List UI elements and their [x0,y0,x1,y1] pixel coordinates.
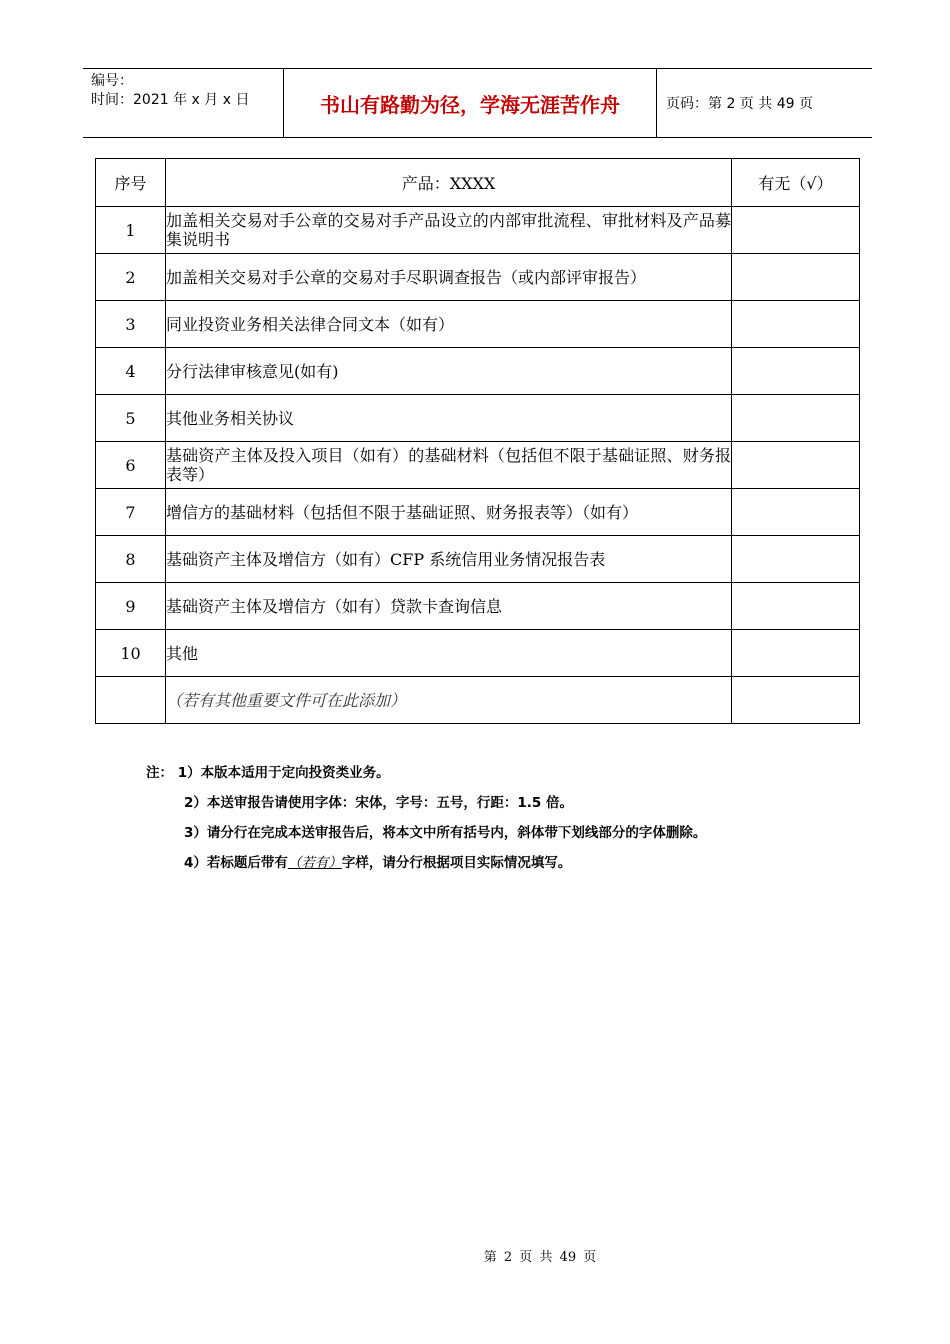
note-item-4-example: （若有） [287,855,342,871]
header-page-code: 页码：第 2 页 共 49 页 [666,96,813,112]
table-row [96,254,860,301]
column-header-check: 有无（√） [732,159,860,207]
row-check-cell[interactable] [732,348,860,395]
row-text: 基础资产主体及投入项目（如有）的基础材料（包括但不限于基础证照、财务报表等） [166,442,732,489]
row-check-cell[interactable] [732,395,860,442]
header-motto: 书山有路勤为径，学海无涯苦作舟 [284,69,657,137]
row-text: 加盖相关交易对手公章的交易对手尽职调查报告（或内部评审报告） [166,254,732,301]
table-row [96,489,860,536]
row-text: 分行法律审核意见(如有) [166,348,732,395]
table-row [96,348,860,395]
column-header-product: 产品：XXXX [166,159,732,207]
note-item: 1）本版本适用于定向投资类业务。 [177,765,390,781]
row-check-cell[interactable] [732,254,860,301]
notes-label: 注： [146,765,173,781]
row-check-cell[interactable] [732,536,860,583]
page-footer: 第 2 页 共 49 页 [483,1250,597,1265]
table-row [96,207,860,254]
note-item: 3）请分行在完成本送审报告后，将本文中所有括号内，斜体带下划线部分的字体删除。 [184,825,707,841]
table-row-extra [96,677,860,724]
row-number-empty [96,677,166,724]
row-number: 5 [96,395,166,442]
row-text: 基础资产主体及增信方（如有）贷款卡查询信息 [166,583,732,630]
row-text: 基础资产主体及增信方（如有）CFP 系统信用业务情况报告表 [166,536,732,583]
row-number: 10 [96,630,166,677]
row-text: 加盖相关交易对手公章的交易对手产品设立的内部审批流程、审批材料及产品募集说明书 [166,207,732,254]
notes-section [146,762,706,882]
table-row [96,630,860,677]
row-number: 6 [96,442,166,489]
row-number: 8 [96,536,166,583]
table-row [96,583,860,630]
row-number: 7 [96,489,166,536]
note-item: 2）本送审报告请使用字体：宋体，字号：五号，行距：1.5 倍。 [184,795,574,811]
row-text: 增信方的基础材料（包括但不限于基础证照、财务报表等）（如有） [166,489,732,536]
header-time: 时间：2021 年 x 月 x 日 [91,92,250,108]
page-header [83,68,872,138]
table-row [96,301,860,348]
document-checklist-table [95,158,860,724]
column-header-number: 序号 [96,159,166,207]
row-check-cell[interactable] [732,301,860,348]
row-number: 9 [96,583,166,630]
row-number: 1 [96,207,166,254]
table-row [96,536,860,583]
row-number: 2 [96,254,166,301]
row-text: 其他 [166,630,732,677]
note-item-4-suffix: 字样，请分行根据项目实际情况填写。 [341,855,572,871]
header-number-label: 编号： [91,73,133,89]
table-row [96,442,860,489]
row-number: 3 [96,301,166,348]
row-add-hint: （若有其他重要文件可在此添加） [166,677,732,724]
row-text: 其他业务相关协议 [166,395,732,442]
row-check-cell[interactable] [732,630,860,677]
row-check-cell[interactable] [732,583,860,630]
table-header-row [96,159,860,207]
row-check-cell[interactable] [732,677,860,724]
note-item-4 [146,852,706,882]
row-text: 同业投资业务相关法律合同文本（如有） [166,301,732,348]
row-check-cell[interactable] [732,442,860,489]
header-meta [83,69,284,137]
row-number: 4 [96,348,166,395]
note-item-4-prefix: 4）若标题后带有 [184,855,288,871]
row-check-cell[interactable] [732,207,860,254]
table-row [96,395,860,442]
row-check-cell[interactable] [732,489,860,536]
